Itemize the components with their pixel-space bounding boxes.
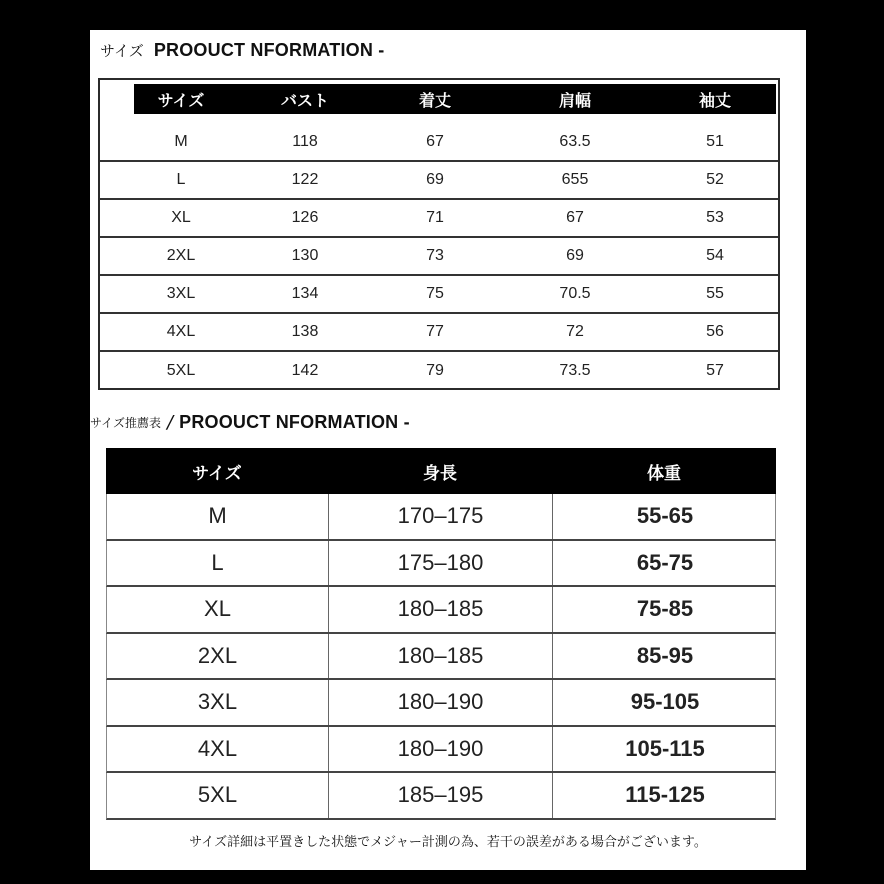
table-row <box>106 494 776 541</box>
cell-shoulder: 70.5 <box>559 285 591 302</box>
cell-bust: 122 <box>291 171 319 188</box>
recommendation-label: サイズ推薦表 <box>90 415 162 430</box>
table-row <box>100 276 778 314</box>
cell-size: 3XL <box>107 680 329 725</box>
cell-height: 180–190 <box>329 680 553 725</box>
cell-size: 5XL <box>166 362 196 379</box>
cell-size: M <box>174 133 188 150</box>
table-row <box>106 773 776 820</box>
cell-sleeve: 56 <box>706 323 724 340</box>
header-shoulder: 肩幅 <box>558 90 591 110</box>
cell-size: 5XL <box>107 773 329 818</box>
table-row <box>100 314 778 352</box>
cell-sleeve: 51 <box>706 133 724 150</box>
table-row <box>100 200 778 238</box>
cell-shoulder: 73.5 <box>559 362 591 379</box>
weight-value: 95-105 <box>621 689 710 715</box>
measurement-table <box>98 78 780 390</box>
cell-height: 185–195 <box>329 773 553 818</box>
cell-length: 71 <box>426 209 444 226</box>
header-bust: バスト <box>280 90 329 110</box>
recommendation-heading <box>90 410 410 434</box>
cell-shoulder: 67 <box>566 209 584 226</box>
cell-size: 2XL <box>166 247 196 264</box>
cell-bust: 126 <box>291 209 319 226</box>
cell-bust: 118 <box>292 133 318 150</box>
cell-length: 67 <box>426 133 444 150</box>
cell-sleeve: 52 <box>706 171 724 188</box>
cell-size: 3XL <box>166 285 196 302</box>
measurement-table-header <box>134 84 776 114</box>
table-row <box>106 727 776 774</box>
cell-size: 2XL <box>107 634 329 679</box>
cell-size: L <box>176 171 186 188</box>
weight-value: 55-65 <box>627 503 703 529</box>
header-height: 身長 <box>423 463 457 484</box>
weight-value: 115-125 <box>615 782 715 808</box>
header-size: サイズ <box>157 90 205 110</box>
weight-value: 85-95 <box>627 643 703 669</box>
recommendation-table <box>106 448 776 832</box>
cell-weight <box>553 773 777 818</box>
table-row <box>106 587 776 634</box>
size-info-heading <box>100 38 384 62</box>
table-row <box>106 680 776 727</box>
cell-size: XL <box>107 587 329 632</box>
table-row <box>100 124 778 162</box>
cell-shoulder: 69 <box>566 247 584 264</box>
size-chart-sheet <box>90 30 806 870</box>
cell-weight <box>553 680 777 725</box>
table-row <box>106 541 776 588</box>
cell-bust: 138 <box>291 323 319 340</box>
recommendation-title: PROOUCT NFORMATION - <box>179 411 410 432</box>
cell-weight <box>553 541 777 586</box>
cell-sleeve: 57 <box>706 362 724 379</box>
measurement-disclaimer: サイズ詳細は平置きした状態でメジャー計測の為、若干の誤差がある場合がございます。 <box>189 835 707 850</box>
weight-value: 105-115 <box>615 736 715 762</box>
cell-length: 69 <box>426 171 444 188</box>
cell-size: 4XL <box>166 323 196 340</box>
cell-height: 180–185 <box>329 634 553 679</box>
cell-weight <box>553 727 777 772</box>
heading-slash: / <box>167 411 174 433</box>
cell-length: 79 <box>426 362 444 379</box>
cell-height: 180–185 <box>329 587 553 632</box>
header-weight: 体重 <box>647 463 681 484</box>
cell-size: L <box>107 541 329 586</box>
cell-sleeve: 55 <box>706 285 724 302</box>
cell-shoulder: 63.5 <box>559 133 591 150</box>
table-row <box>106 634 776 681</box>
cell-bust: 142 <box>291 362 319 379</box>
cell-size: M <box>107 494 329 539</box>
table-row <box>100 162 778 200</box>
cell-height: 170–175 <box>329 494 553 539</box>
cell-size: XL <box>171 209 191 226</box>
cell-sleeve: 54 <box>706 247 724 264</box>
header-length: 着丈 <box>418 90 451 110</box>
cell-height: 175–180 <box>329 541 553 586</box>
cell-bust: 134 <box>291 285 319 302</box>
weight-value: 75-85 <box>627 596 703 622</box>
cell-length: 77 <box>426 323 444 340</box>
table-row <box>100 352 778 390</box>
cell-weight <box>553 634 777 679</box>
cell-length: 75 <box>426 285 444 302</box>
header-size: サイズ <box>192 463 242 484</box>
cell-shoulder: 72 <box>566 323 584 340</box>
size-info-title: PROOUCT NFORMATION - <box>153 39 385 60</box>
table-row <box>100 238 778 276</box>
size-info-label: サイズ <box>100 41 144 60</box>
recommendation-table-header <box>106 448 776 494</box>
cell-weight <box>553 494 777 539</box>
cell-height: 180–190 <box>329 727 553 772</box>
cell-length: 73 <box>426 247 444 264</box>
header-sleeve: 袖丈 <box>698 90 731 110</box>
cell-shoulder: 655 <box>561 171 589 188</box>
cell-bust: 130 <box>291 247 319 264</box>
cell-weight <box>553 587 777 632</box>
cell-sleeve: 53 <box>706 209 724 226</box>
cell-size: 4XL <box>107 727 329 772</box>
weight-value: 65-75 <box>627 550 703 576</box>
